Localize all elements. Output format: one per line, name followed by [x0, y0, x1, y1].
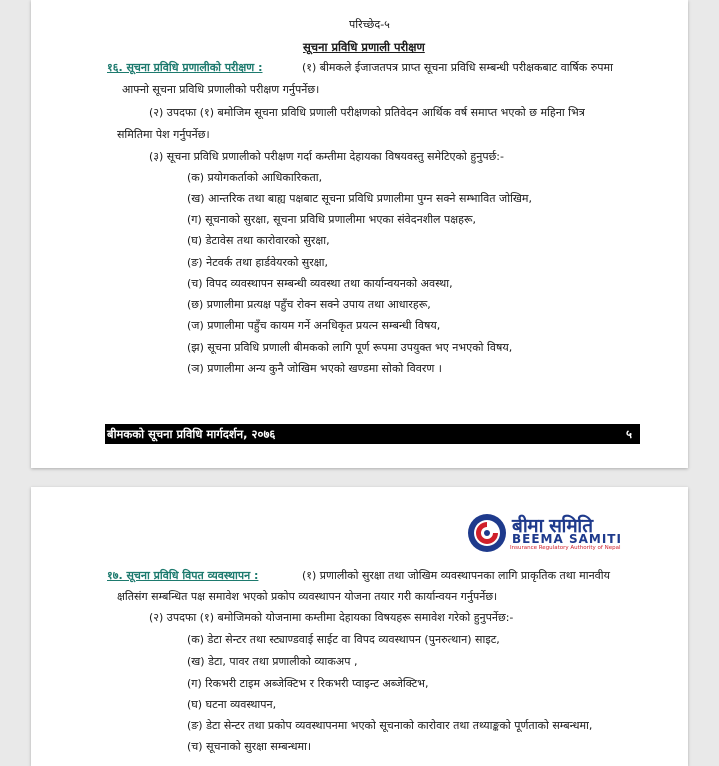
section-17-para2: (२) उपदफा (१) बमोजिमको योजनामा कम्तीमा देहायका विषयहरू समावेश गरेको हुनुपर्नेछ:- — [149, 611, 514, 624]
list-item: (झ) सूचना प्रविधि प्रणाली बीमकको लागि पूर्ण रूपमा उपयुक्त भए नभएको विषय, — [187, 341, 513, 354]
section-16-heading: १६. सूचना प्रविधि प्रणालीको परीक्षण : — [107, 61, 263, 74]
section-16-para3: (३) सूचना प्रविधि प्रणालीको परीक्षण गर्दा कम्तीमा देहायका विषयवस्तु समेटिएको हुनुपर्छ:- — [149, 150, 504, 163]
emblem-icon — [466, 512, 508, 554]
footer-page-number: ५ — [626, 427, 632, 441]
section-17-heading: १७. सूचना प्रविधि विपत व्यवस्थापन : — [107, 569, 259, 582]
section-16-para2-line1: (२) उपदफा (१) बमोजिम सूचना प्रविधि प्रणाली परीक्षणको प्रतिवेदन आर्थिक वर्ष समाप्त भएको छ महिना भित्र — [149, 106, 585, 119]
logo-english-text: BEEMA SAMITI — [512, 532, 622, 546]
list-item: (ग) सूचनाको सुरक्षा, सूचना प्रविधि प्रणालीमा भएका संवेदनशील पक्षहरू, — [187, 213, 477, 226]
section-17-para1-line1: (१) प्रणालीको सुरक्षा तथा जोखिम व्यवस्थापनका लागि प्राकृतिक तथा मानवीय — [302, 569, 611, 582]
list-item: (क) डेटा सेन्टर तथा स्ट्याण्डवाई साईट वा विपद व्यवस्थापन (पुनरुत्थान) साइट, — [187, 633, 500, 646]
list-item: (च) विपद व्यवस्थापन सम्बन्धी व्यवस्था तथा कार्यान्वयनको अवस्था, — [187, 277, 453, 290]
section-16-para2-line2: समितिमा पेश गर्नुपर्नेछ। — [117, 128, 210, 141]
document-page-1 — [31, 0, 688, 468]
list-item: (ख) डेटा, पावर तथा प्रणालीको व्याकअप , — [187, 655, 358, 668]
list-item: (क) प्रयोगकर्ताको आधिकारिकता, — [187, 171, 323, 184]
list-item: (ञ) प्रणालीमा अन्य कुनै जोखिम भएको खण्डमा सोको विवरण । — [187, 362, 442, 375]
list-item: (ग) रिकभरी टाइम अब्जेक्टिभ र रिकभरी प्वाइन्ट अब्जेक्टिभ, — [187, 677, 429, 690]
list-item: (घ) घटना व्यवस्थापन, — [187, 698, 277, 711]
section-17-para1-line2: क्षतिसंग सम्बन्धित पक्ष समावेश भएको प्रकोप व्यवस्थापन योजना तयार गरी कार्यान्वयन गर्नुपर्नेछ। — [117, 590, 498, 603]
list-item: (ङ) नेटवर्क तथा हार्डवेयरको सुरक्षा, — [187, 256, 328, 269]
logo-subtitle: Insurance Regulatory Authority of Nepal — [510, 545, 621, 551]
list-item: (ङ) डेटा सेन्टर तथा प्रकोप व्यवस्थापनमा भएको सूचनाको कारोवार तथा तथ्याङ्कको पूर्णताको सम्बन्धमा, — [187, 719, 593, 732]
list-item: (घ) डेटावेस तथा कारोवारको सुरक्षा, — [187, 234, 330, 247]
logo-nepali-text: बीमा समिति — [512, 515, 593, 537]
section-16-para1-line1: (१) बीमकले ईजाजतपत्र प्राप्त सूचना प्रविधि सम्बन्धी परीक्षकबाट वार्षिक रुपमा — [302, 61, 613, 74]
list-item: (च) सूचनाको सुरक्षा सम्बन्धमा। — [187, 740, 312, 753]
list-item: (ख) आन्तरिक तथा बाह्य पक्षबाट सूचना प्रविधि प्रणालीमा पुग्न सक्ने सम्भावित जोखिम, — [187, 192, 532, 205]
list-item: (ज) प्रणालीमा पहुँच कायम गर्ने अनधिकृत प्रयत्न सम्बन्धी विषय, — [187, 319, 441, 332]
document-page-2 — [31, 487, 688, 766]
beema-samiti-logo — [466, 512, 646, 554]
page-footer — [105, 424, 640, 444]
list-item: (छ) प्रणालीमा प्रत्यक्ष पहुँच रोक्न सक्ने उपाय तथा आधारहरू, — [187, 298, 431, 311]
footer-title: बीमकको सूचना प्रविधि मार्गदर्शन, २०७६ — [107, 427, 276, 441]
chapter-title: सूचना प्रविधि प्रणाली परीक्षण — [303, 40, 425, 54]
section-16-para1-line2: आफ्नो सूचना प्रविधि प्रणालीको परीक्षण गर्नुपर्नेछ। — [122, 83, 320, 96]
chapter-label: परिच्छेद-५ — [349, 18, 390, 31]
